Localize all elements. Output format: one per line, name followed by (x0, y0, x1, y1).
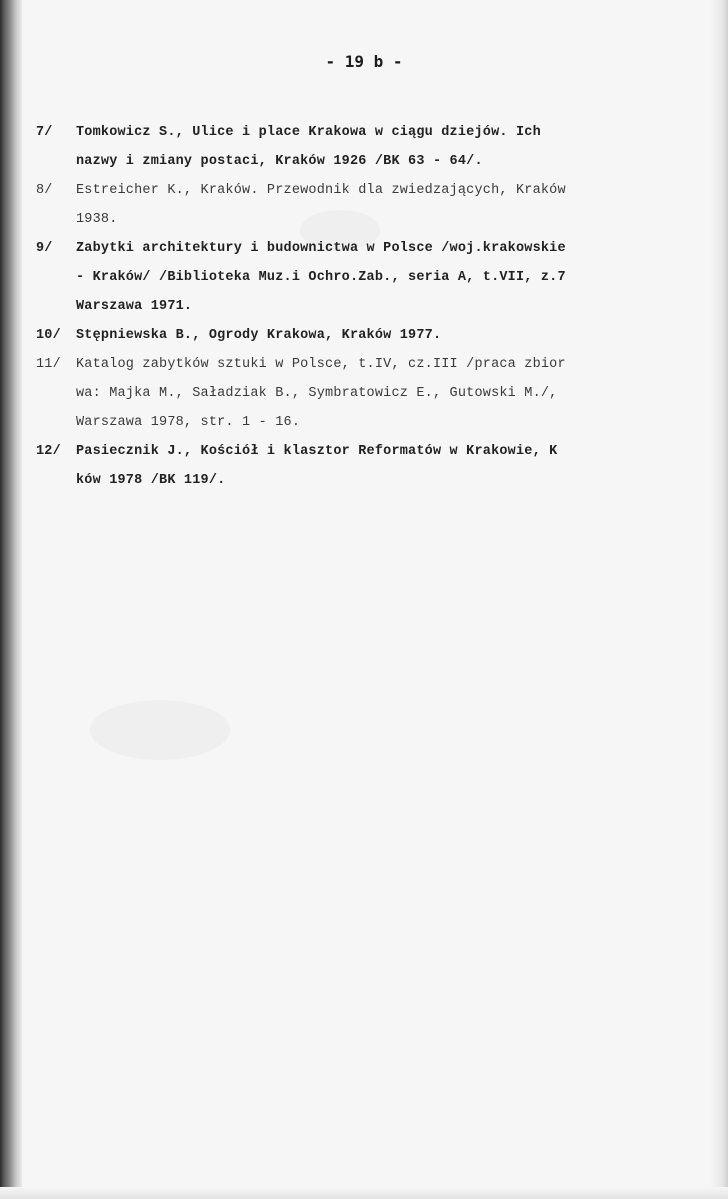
entry-line: Estreicher K., Kraków. Przewodnik dla zwiedzających, Kraków (76, 183, 566, 198)
entry-line: Tomkowicz S., Ulice i place Krakowa w ciągu dziejów. Ich (76, 125, 541, 140)
entry-line: Warszawa 1978, str. 1 - 16. (76, 415, 301, 430)
scan-left-edge (0, 0, 22, 1199)
bibliography-entry-10 (36, 321, 722, 350)
bibliography-entry-8 (36, 176, 722, 234)
entry-line: Pasiecznik J., Kościół i klasztor Reformatów w Krakowie, K (76, 444, 558, 459)
entry-number: 12/ (36, 444, 61, 459)
entry-line: Stępniewska B., Ogrody Krakowa, Kraków 1977. (76, 328, 442, 343)
paper-smudge (90, 700, 230, 760)
entry-number: 10/ (36, 328, 61, 343)
entry-line: ków 1978 /BK 119/. (76, 473, 226, 488)
entry-number: 11/ (36, 357, 61, 372)
bibliography-entry-7 (36, 118, 722, 176)
entry-number: 9/ (36, 241, 53, 256)
entry-line: Zabytki architektury i budownictwa w Polsce /woj.krakowskie (76, 241, 566, 256)
entry-line: - Kraków/ /Biblioteka Muz.i Ochro.Zab., seria A, t.VII, z.7 (76, 270, 566, 285)
bibliography-entry-9 (36, 234, 722, 321)
bibliography-entry-12 (36, 437, 722, 495)
entry-line: Warszawa 1971. (76, 299, 193, 314)
scan-bottom-edge (0, 1187, 728, 1199)
page-number: - 19 b - (325, 52, 403, 71)
entry-number: 7/ (36, 125, 53, 140)
bibliography-list (36, 118, 722, 495)
entry-number: 8/ (36, 183, 53, 198)
bibliography-entry-11 (36, 350, 722, 437)
entry-line: Katalog zabytków sztuki w Polsce, t.IV, cz.III /praca zbior (76, 357, 566, 372)
entry-line: wa: Majka M., Saładziak B., Symbratowicz E., Gutowski M./, (76, 386, 558, 401)
entry-line: 1938. (76, 212, 118, 227)
entry-line: nazwy i zmiany postaci, Kraków 1926 /BK 63 - 64/. (76, 154, 483, 169)
